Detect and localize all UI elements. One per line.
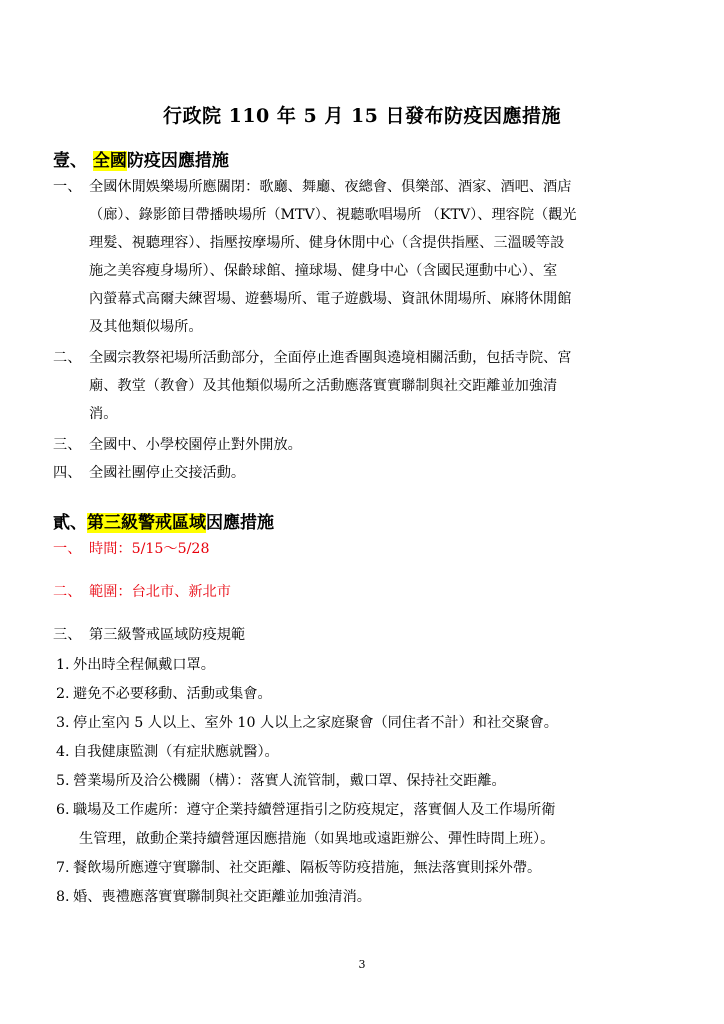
item-marker: 三、 bbox=[53, 437, 82, 453]
rule-text: 自我健康監測（有症狀應就醫）。 bbox=[73, 744, 279, 760]
item-marker: 一、 bbox=[53, 179, 82, 195]
time-text: 時間：5/15～5/28 bbox=[89, 541, 210, 557]
section-2-heading bbox=[53, 508, 274, 533]
rule-number: 5. bbox=[56, 773, 70, 789]
rule-number: 7. bbox=[56, 860, 70, 876]
item-text-line: 及其他類似場所。 bbox=[89, 319, 203, 335]
item-text-line: 消。 bbox=[89, 406, 118, 422]
section-2-highlight: 第三級警戒區域 bbox=[87, 513, 206, 533]
section-1-prefix: 壹、 bbox=[53, 151, 87, 171]
page-title: 行政院 110 年 5 月 15 日發布防疫因應措施 bbox=[162, 105, 561, 127]
section-2-prefix: 貳、 bbox=[53, 513, 87, 533]
item-text-line: 全國中、小學校園停止對外開放。 bbox=[89, 437, 302, 453]
rule-text: 外出時全程佩戴口罩。 bbox=[73, 657, 215, 673]
item-text-line: （廊）、錄影節目帶播映場所（MTV）、視聽歌唱場所 （KTV）、理容院（觀光 bbox=[89, 207, 577, 223]
item-text-line: 理髮、視聽理容）、指壓按摩場所、健身休閒中心（含提供指壓、三溫暖等設 bbox=[89, 235, 565, 251]
section-1-highlight: 全國 bbox=[92, 151, 127, 171]
item-text-line: 廟、教堂（教會）及其他類似場所之活動應落實實聯制與社交距離並加強清 bbox=[89, 378, 558, 394]
rules-heading: 第三級警戒區域防疫規範 bbox=[89, 627, 246, 643]
rule-text: 生管理，啟動企業持續營運因應措施（如異地或遠距辦公、彈性時間上班）。 bbox=[79, 831, 555, 847]
rule-text: 避免不必要移動、活動或集會。 bbox=[73, 686, 272, 702]
rule-number: 2. bbox=[56, 686, 70, 702]
item-text-line: 施之美容瘦身場所）、保齡球館、撞球場、健身中心（含國民運動中心）、室 bbox=[89, 263, 558, 279]
time-marker: 一、 bbox=[53, 541, 82, 557]
rule-number: 1. bbox=[56, 657, 70, 673]
item-text-line: 全國宗教祭祀場所活動部分，全面停止進香團與遶境相關活動，包括寺院、宮 bbox=[89, 350, 572, 366]
rule-number: 4. bbox=[56, 744, 70, 760]
item-text-line: 全國休閒娛樂場所應關閉：歌廳、舞廳、夜總會、俱樂部、酒家、酒吧、酒店 bbox=[89, 179, 572, 195]
section-1-title: 防疫因應措施 bbox=[126, 151, 229, 171]
rules-marker: 三、 bbox=[53, 627, 82, 643]
item-text-line: 全國社團停止交接活動。 bbox=[89, 465, 246, 481]
item-text-line: 內螢幕式高爾夫練習場、遊藝場所、電子遊戲場、資訊休閒場所、麻將休閒館 bbox=[89, 291, 572, 307]
section-2-title: 因應措施 bbox=[206, 513, 274, 533]
section-1-heading bbox=[53, 146, 229, 171]
rule-text: 餐飲場所應遵守實聯制、社交距離、隔板等防疫措施，無法落實則採外帶。 bbox=[73, 860, 542, 876]
area-text: 範圍：台北市、新北市 bbox=[89, 584, 231, 600]
rule-text: 婚、喪禮應落實實聯制與社交距離並加強清消。 bbox=[73, 889, 371, 905]
item-marker: 四、 bbox=[53, 465, 82, 481]
rule-text: 職場及工作處所：遵守企業持續營運指引之防疫規定，落實個人及工作場所衛 bbox=[73, 802, 556, 818]
item-marker: 二、 bbox=[53, 350, 82, 366]
rule-text: 停止室內 5 人以上、室外 10 人以上之家庭聚會（同住者不計）和社交聚會。 bbox=[73, 715, 558, 731]
area-marker: 二、 bbox=[53, 584, 82, 600]
page-number: 3 bbox=[358, 958, 366, 971]
rule-number: 6. bbox=[56, 802, 70, 818]
rule-text: 營業場所及洽公機關（構）：落實人流管制，戴口罩、保持社交距離。 bbox=[73, 773, 506, 789]
rule-number: 8. bbox=[56, 889, 70, 905]
rule-number: 3. bbox=[56, 715, 70, 731]
